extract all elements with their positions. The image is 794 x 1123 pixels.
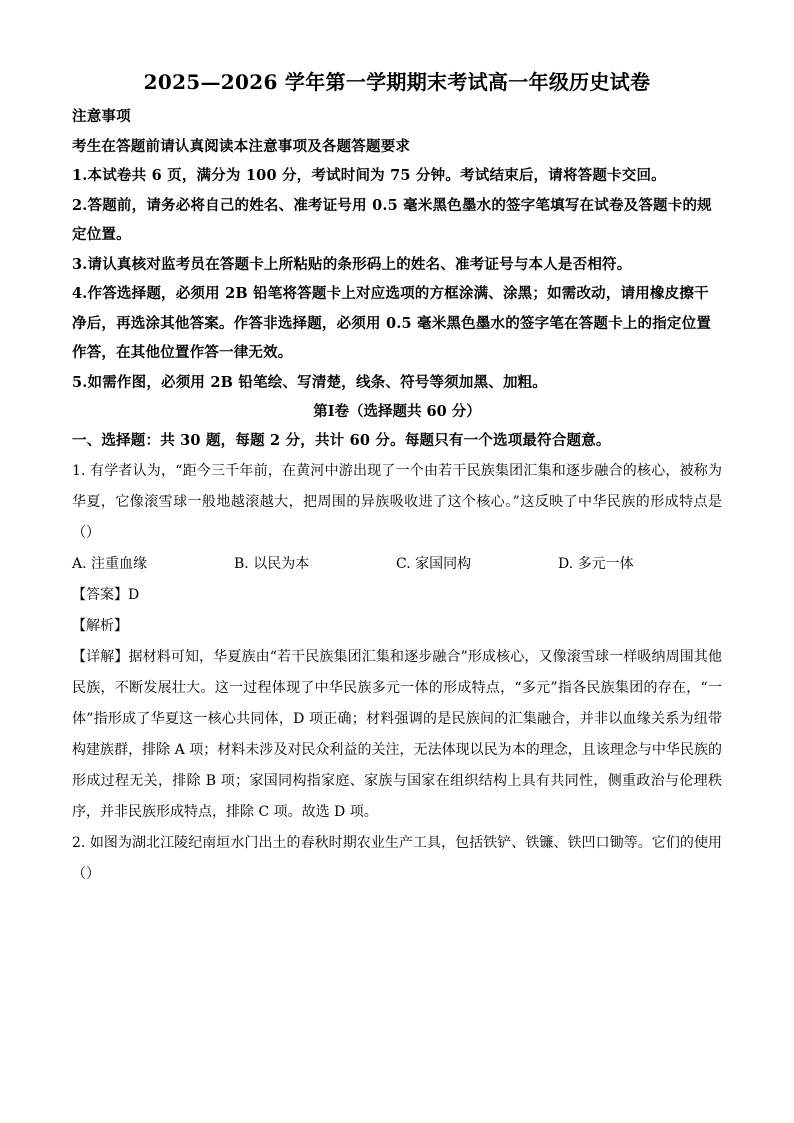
option-b[interactable]: B. 以民为本 [234, 555, 310, 572]
question-1-detail: 【详解】据材料可知，华夏族由“若干民族集团汇集和逐步融合”形成核心，又像滚雪球一样吸纳周围其他民族，不断发展壮大。这一过程体现了中华民族多元一体的形成特点，“多元”指各民族集团的存在，“一体”指形成了华夏这一核心共同体，D 项正确；材料强调的是民族间的汇集融合，并非以血缘关系为纽带构建族群，排除 A 项；材料未涉及对民众利益的关注，无法体现以民为本的理念，且该理念与中华民族的形成过程无关，排除 B 项；家国同构指家庭、家族与国家在组织结构上具有共同性，侧重政治与伦理秩序，并非民族形成特点，排除 C 项。故选 D 项。 [72, 648, 722, 820]
question-1-stem: 1. 有学者认为，“距今三千年前，在黄河中游出现了一个由若干民族集团汇集和逐步融合的核心，被称为华夏，它像滚雪球一般地越滚越大，把周围的异族吸收进了这个核心。”这反映了中华民族的形成特点是（） [72, 462, 722, 541]
answer-tag: 【答案】D [72, 586, 140, 603]
notice-item-1: 1.本试卷共 6 页，满分为 100 分，考试时间为 75 分钟。考试结束后，请将答题卡交回。 [72, 167, 666, 184]
notice-item-2: 2.答题前，请务必将自己的姓名、准考证号用 0.5 毫米黑色墨水的签字笔填写在试卷及答题卡的规定位置。 [72, 196, 712, 243]
notice-intro: 考生在答题前请认真阅读本注意事项及各题答题要求 [72, 137, 411, 155]
question-1-options [72, 549, 722, 580]
notice-item-5: 5.如需作图，必须用 2B 铅笔绘、写清楚，线条、符号等须加黑、加粗。 [72, 373, 548, 391]
option-a[interactable]: A. 注重血缘 [72, 555, 148, 572]
part1-heading: 第Ⅰ卷（选择题共 60 分） [313, 403, 481, 420]
exam-page [72, 62, 722, 890]
notice-item-4: 4.作答选择题，必须用 2B 铅笔将答题卡上对应选项的方框涂满、涂黑；如需改动，请用橡皮擦干净后，再选涂其他答案。作答非选择题，必须用 0.5 毫米黑色墨水的签字笔在答题卡上的指定位置作答，在其他位置作答一律无效。 [72, 285, 712, 361]
question-2-stem: 2. 如图为湖北江陵纪南垣水门出土的春秋时期农业生产工具，包括铁铲、铁镰、铁凹口锄等。它们的使用（） [72, 834, 722, 882]
notice-heading: 注意事项 [72, 108, 131, 125]
section1-heading: 一、选择题：共 30 题，每题 2 分，共计 60 分。每题只有一个选项最符合题意。 [72, 432, 611, 449]
notice-item-3: 3.请认真核对监考员在答题卡上所粘贴的条形码上的姓名、准考证号与本人是否相符。 [72, 255, 632, 273]
option-c[interactable]: C. 家国同构 [396, 555, 472, 572]
option-d[interactable]: D. 多元一体 [558, 555, 634, 572]
exam-title: 2025—2026 学年第一学期期末考试高一年级历史试卷 [143, 70, 651, 94]
analysis-tag: 【解析】 [72, 617, 128, 634]
